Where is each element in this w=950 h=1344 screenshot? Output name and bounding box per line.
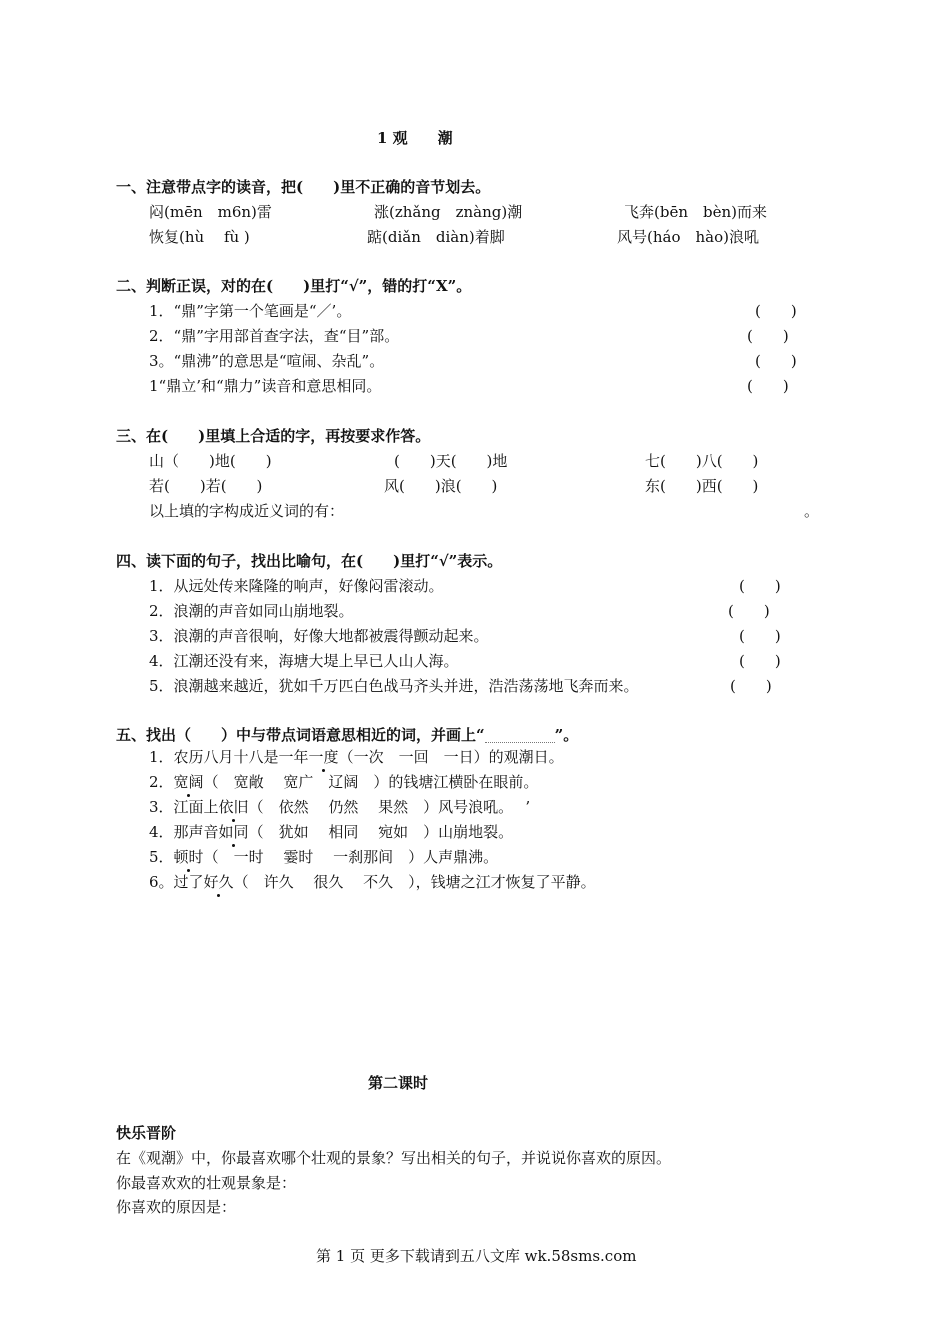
s5-item-post: （ 一时 霎时 一刹那间 ）人声鼎沸。 (203, 848, 499, 866)
section-4-heading: 四、读下面的句子，找出比喻句，在( )里打“√”表示。 (116, 552, 503, 570)
s3-item: 东( )西( ) (645, 477, 759, 495)
s1-item: 飞奔(bēn bèn)而来 (624, 203, 767, 221)
s5-item (149, 822, 513, 842)
section-3-heading: 三、在( )里填上合适的字，再按要求作答。 (116, 427, 431, 445)
dotted-word: 顿时 (173, 848, 204, 866)
answer-paren: ( ) (739, 577, 781, 595)
lesson-2-title: 第二课时 (368, 1074, 429, 1092)
s5-item-pre: 1．农历八月十八是一年 (149, 748, 309, 766)
s5-item (149, 872, 596, 892)
dotted-word: 宽阔 (173, 773, 204, 791)
lesson-2-line: 你喜欢的原因是： (116, 1198, 237, 1216)
dotted-word: 如同 (218, 823, 249, 841)
answer-paren: ( ) (755, 302, 797, 320)
answer-paren: ( ) (747, 377, 789, 395)
s1-item: 恢复(hù fù ) (149, 228, 250, 246)
lesson-2-line: 你最喜欢欢的壮观景象是： (116, 1174, 297, 1192)
section-2-heading: 二、判断正误，对的在( )里打“√”，错的打“X”。 (116, 277, 472, 295)
section-5-heading (116, 725, 578, 745)
s5-item-pre: 4．那声音 (149, 823, 219, 841)
s5-item (149, 747, 564, 767)
s5-item (149, 797, 530, 817)
s1-item: 闷(mēn m6n)雷 (149, 203, 272, 221)
s2-item: 3。“鼎沸”的意思是“喧闹、杂乱”。 (149, 352, 385, 370)
page-title: 1 观 潮 (377, 129, 453, 147)
dotted-word: 好久 (203, 873, 234, 891)
s5-item-pre: 5． (149, 848, 174, 866)
answer-paren: ( ) (739, 652, 781, 670)
s3-item: 山（ )地( ) (149, 452, 272, 470)
s5-item-post: （ 犹如 相同 宛如 ）山崩地裂。 (248, 823, 514, 841)
s1-item: 涨(zhǎng znàng)潮 (374, 203, 523, 221)
s4-item: 2．浪潮的声音如同山崩地裂。 (149, 602, 354, 620)
s2-item: 2．“鼎”字用部首查字法，查“目”部。 (149, 327, 400, 345)
s5-item-pre: 2． (149, 773, 174, 791)
s4-item: 4．江潮还没有来，海塘大堤上早已人山人海。 (149, 652, 459, 670)
lesson-2-heading: 快乐晋阶 (116, 1124, 177, 1142)
answer-paren: ( ) (730, 677, 772, 695)
answer-paren: ( ) (755, 352, 797, 370)
s5-item-pre: 6。过了 (149, 873, 204, 891)
s3-item: 七( )八( ) (645, 452, 759, 470)
s3-item: ( )天( )地 (394, 452, 508, 470)
section-5-heading-a: 五、找出（ ）中与带点词语意思相近的词，并画上“ (116, 726, 485, 744)
s5-item-pre: 3．江面上 (149, 798, 219, 816)
s4-item: 3．浪潮的声音很响，好像大地都被震得颤动起来。 (149, 627, 489, 645)
lesson-2-prompt: 在《观潮》中，你最喜欢哪个壮观的景象？写出相关的句子，并说说你喜欢的原因。 (116, 1149, 672, 1167)
dotted-word: 一度 (308, 748, 339, 766)
s5-item-post: （ 宽敞 宽广 辽阔 ）的钱塘江横卧在眼前。 (203, 773, 539, 791)
s2-item: 1．“鼎”字第一个笔画是“／’。 (149, 302, 352, 320)
answer-paren: ( ) (747, 327, 789, 345)
s3-note: 以上填的字构成近义词的有： (149, 502, 345, 520)
page-footer: 第 1 页 更多下载请到五八文库 wk.58sms.com (316, 1247, 637, 1265)
s3-item: 若( )若( ) (149, 477, 263, 495)
s1-item: 风号(háo hào)浪吼 (617, 228, 759, 246)
s5-item-post: （一次 一回 一日）的观潮日。 (338, 748, 564, 766)
s2-item: 1“鼎立’和“鼎力”读音和意思相同。 (149, 377, 382, 395)
dotted-word: 依旧 (218, 798, 249, 816)
s5-item-post: （ 许久 很久 不久 ），钱塘之江才恢复了平静。 (233, 873, 596, 891)
s5-item (149, 847, 498, 867)
wavy-underline-sample (485, 730, 555, 743)
s3-item: 风( )浪( ) (384, 477, 498, 495)
section-5-heading-b: ”。 (554, 726, 579, 744)
s4-item: 1．从远处传来隆隆的响声，好像闷雷滚动。 (149, 577, 444, 595)
answer-paren: ( ) (739, 627, 781, 645)
section-1-heading: 一、注意带点字的读音，把( )里不正确的音节划去。 (116, 178, 491, 196)
s5-item-post: （ 依然 仍然 果然 ）风号浪吼。 ’ (248, 798, 531, 816)
s3-note-end: 。 (804, 502, 820, 520)
answer-paren: ( ) (728, 602, 770, 620)
s4-item: 5．浪潮越来越近，犹如千万匹白色战马齐头并进，浩浩荡荡地飞奔而来。 (149, 677, 639, 695)
s1-item: 踮(diǎn diàn)着脚 (367, 228, 505, 246)
s5-item (149, 772, 538, 792)
